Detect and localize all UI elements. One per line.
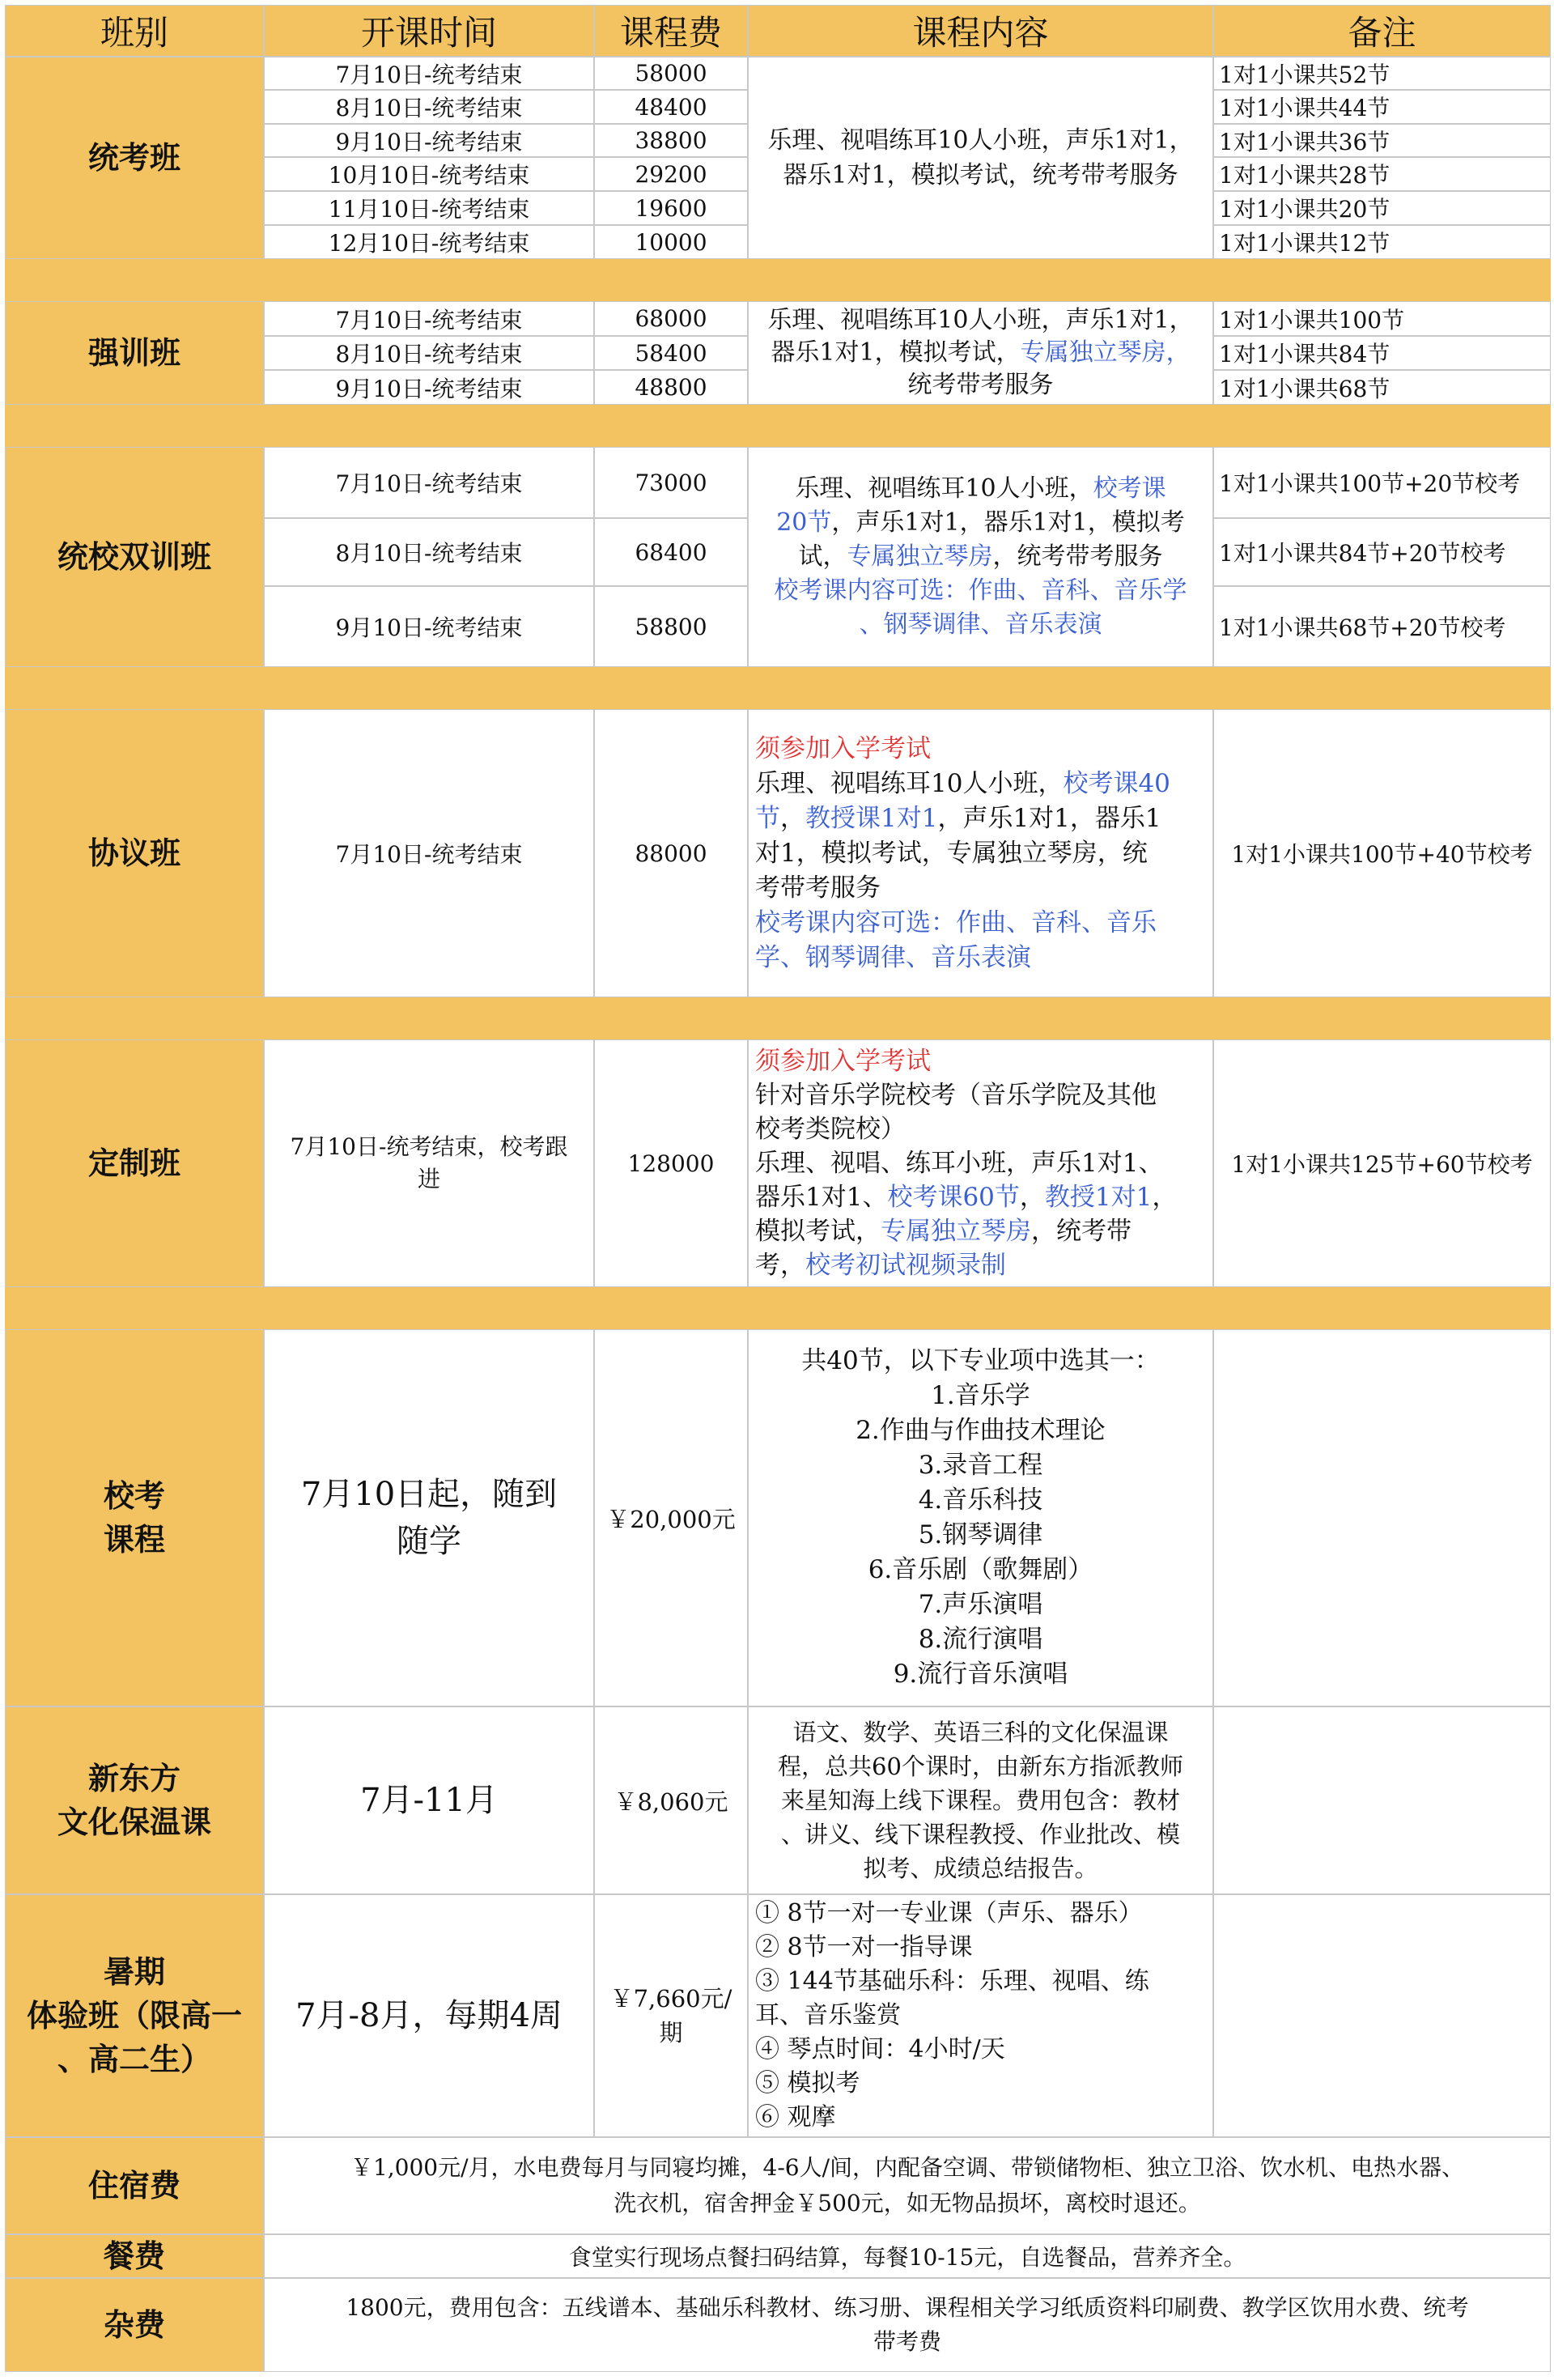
tongkao-start-1: 7月10日-统考结束 [264,57,594,90]
class-summer [5,1894,264,2137]
class-summer-line: 体验班（限高一 [26,1998,242,2034]
tongkao-start-2: 8月10日-统考结束 [264,90,594,124]
header-note: 备注 [1213,5,1551,57]
tongxiao-content-line [749,506,1212,540]
xiaokao-item: 3.录音工程 [918,1451,1043,1480]
highlight-run: 校考课40 [1063,768,1170,798]
xiaokao-start [264,1329,594,1706]
qiangxun-start-3: 9月10日-统考结束 [264,370,594,405]
tongxiao-content-line: 校考课内容可选：作曲、音科、音乐学 [774,576,1187,605]
tongkao-note-3: 1对1小课共36节 [1213,124,1551,157]
class-qiangxun: 强训班 [5,301,264,405]
dingzhi-fee: 128000 [594,1039,748,1287]
xdf-start: 7月-11月 [264,1706,594,1894]
qiangxun-note-3: 1对1小课共68节 [1213,370,1551,405]
text-run: 考， [755,1251,805,1280]
dingzhi-start [264,1039,594,1287]
xieyi-fee: 88000 [594,709,748,997]
class-summer-line: 暑期 [103,1954,165,1990]
text-run: ，统考带 [1031,1217,1132,1246]
xieyi-start: 7月10日-统考结束 [264,709,594,997]
tongkao-note-5: 1对1小课共20节 [1213,191,1551,225]
xdf-content-line: 拟考、成绩总结报告。 [863,1855,1098,1882]
misc-text [264,2278,1551,2372]
class-tongxiao: 统校双训班 [5,447,264,667]
qiangxun-fee-2: 58400 [594,336,748,370]
tongxiao-content [748,447,1213,667]
xieyi-content-line: 须参加入学考试 [755,733,931,763]
summer-content-line: ⑤ 模拟考 [755,2069,860,2097]
summer-fee [594,1894,748,2137]
qiangxun-fee-3: 48800 [594,370,748,405]
tongkao-note-1: 1对1小课共52节 [1213,57,1551,90]
xiaokao-start-line: 7月10日起，随到 [300,1476,558,1513]
tongxiao-note-3: 1对1小课共68节+20节校考 [1213,586,1551,667]
highlight-run: 教授1对1 [1044,1183,1153,1212]
xieyi-content [748,709,1213,997]
xieyi-content-line: 对1，模拟考试，专属独立琴房，统 [755,838,1148,868]
tongxiao-fee-2: 68400 [594,518,748,586]
tongkao-start-3: 9月10日-统考结束 [264,124,594,157]
tongkao-fee-3: 38800 [594,124,748,157]
class-summer-line: 、高二生） [57,2042,211,2077]
lodging-line: ￥1,000元/月，水电费每月与同寝均摊，4-6人/间，内配备空调、带锁储物柜、独立卫浴、饮水机、电热水器、 [350,2154,1465,2181]
text-run: 器乐1对1、 [755,1183,888,1212]
qiangxun-content [748,301,1213,405]
summer-content-line: ② 8节一对一指导课 [755,1933,973,1961]
tongxiao-note-1: 1对1小课共100节+20节校考 [1213,447,1551,518]
summer-start: 7月-8月，每期4周 [264,1894,594,2137]
qiangxun-start-2: 8月10日-统考结束 [264,336,594,370]
text-run: 试， [798,542,847,571]
tongkao-fee-5: 19600 [594,191,748,225]
class-xieyi: 协议班 [5,709,264,997]
highlight-run: 节 [755,803,780,833]
qiangxun-content-line: 统考带考服务 [907,371,1054,399]
header-content: 课程内容 [748,5,1213,57]
dingzhi-content [748,1039,1213,1287]
tongkao-content-line: 乐理、视唱练耳10人小班，声乐1对1， [767,126,1194,155]
qiangxun-start-1: 7月10日-统考结束 [264,301,594,336]
text-run: 乐理、视唱练耳10人小班， [755,768,1064,798]
text-run: ， [780,803,805,833]
xieyi-note: 1对1小课共100节+40节校考 [1213,709,1551,997]
highlight-run: 专属独立琴房 [881,1217,1031,1246]
xieyi-content-line: 考带考服务 [755,873,881,903]
dingzhi-content-line: 针对音乐学院校考（音乐学院及其他 [755,1081,1157,1110]
xiaokao-item: 1.音乐学 [931,1381,1030,1410]
xiaokao-item: 5.钢琴调律 [918,1520,1043,1549]
text-run: 乐理、视唱练耳10人小班， [795,474,1093,503]
dingzhi-start-line: 7月10日-统考结束，校考跟 [290,1133,568,1160]
xdf-content-line: 、讲义、线下课程教授、作业批改、模 [780,1821,1180,1848]
class-dingzhi: 定制班 [5,1039,264,1287]
highlight-run: 专属独立琴房， [1020,338,1191,367]
text-run: 器乐1对1，模拟考试， [771,338,1021,367]
dingzhi-note: 1对1小课共125节+60节校考 [1213,1039,1551,1287]
summer-content-line: ① 8节一对一专业课（声乐、器乐） [755,1899,1143,1927]
summer-content-line: ④ 琴点时间：4小时/天 [755,2035,1005,2063]
tongxiao-content-line: 、钢琴调律、音乐表演 [859,610,1102,639]
class-xiaokao-line: 校考 [103,1478,165,1514]
highlight-run: 教授课1对1 [805,803,938,833]
separator-row [5,1287,1551,1329]
highlight-run: 校考课60节 [887,1183,1020,1212]
separator-row [5,405,1551,447]
class-xdf-line: 文化保温课 [57,1804,211,1840]
header-class: 班别 [5,5,264,57]
qiangxun-note-1: 1对1小课共100节 [1213,301,1551,336]
highlight-run: 专属独立琴房 [847,542,993,571]
xiaokao-start-line: 随学 [397,1523,461,1560]
qiangxun-fee-1: 68000 [594,301,748,336]
xiaokao-fee: ￥20,000元 [594,1329,748,1706]
tongkao-fee-2: 48400 [594,90,748,124]
summer-content-line: ③ 144节基础乐科：乐理、视唱、练 [755,1967,1149,1995]
class-misc: 杂费 [5,2278,264,2372]
summer-fee-line: ￥7,660元/ [609,1985,732,2012]
xiaokao-item: 2.作曲与作曲技术理论 [856,1416,1106,1445]
xdf-content-line: 来星知海上线下课程。费用包含：教材 [780,1787,1180,1814]
class-xdf-line: 新东方 [87,1761,180,1796]
xiaokao-item: 6.音乐剧（歌舞剧） [868,1555,1093,1584]
xiaokao-item: 7.声乐演唱 [918,1590,1043,1619]
summer-note-empty [1213,1894,1551,2137]
separator-row [5,259,1551,301]
xieyi-content-line [755,767,1212,801]
misc-line: 带考费 [873,2328,941,2355]
text-run: ， [1019,1183,1045,1212]
tongxiao-start-3: 9月10日-统考结束 [264,586,594,667]
xiaokao-item: 4.音乐科技 [918,1485,1043,1515]
tongkao-content-line: 器乐1对1，模拟考试，统考带考服务 [783,161,1178,189]
dingzhi-start-line: 进 [417,1166,440,1192]
text-run: ，统考带考服务 [992,542,1163,571]
text-run: ， [1152,1183,1178,1212]
xiaokao-content [748,1329,1213,1706]
tongkao-start-5: 11月10日-统考结束 [264,191,594,225]
tongkao-content [748,57,1213,259]
dingzhi-content-line [755,1214,1212,1248]
qiangxun-content-line [749,337,1212,369]
lodging-line: 洗衣机，宿舍押金￥500元，如无物品损坏，离校时退还。 [614,2190,1201,2216]
summer-fee-line: 期 [659,2019,683,2046]
text-run: ，声乐1对1，器乐1对1，模拟考 [831,508,1185,537]
header-fee: 课程费 [594,5,748,57]
dingzhi-content-line: 校考类院校） [755,1115,906,1144]
class-xiaokao-line: 课程 [103,1522,165,1558]
tongxiao-content-line [749,540,1212,574]
tongkao-fee-6: 10000 [594,225,748,259]
misc-line: 1800元，费用包含：五线谱本、基础乐科教材、练习册、课程相关学习纸质资料印刷费、教学区饮用水费、统考 [346,2294,1469,2321]
tongxiao-start-2: 8月10日-统考结束 [264,518,594,586]
class-tongkao: 统考班 [5,57,264,259]
tongkao-start-6: 12月10日-统考结束 [264,225,594,259]
qiangxun-note-2: 1对1小课共84节 [1213,336,1551,370]
highlight-run: 20节 [776,508,832,537]
tongxiao-content-line [749,472,1212,506]
header-start: 开课时间 [264,5,594,57]
fee-table [5,5,1551,2372]
summer-content-line: 耳、音乐鉴赏 [755,2001,901,2029]
summer-content [748,1894,1213,2137]
xdf-fee: ￥8,060元 [594,1706,748,1894]
xiaokao-note-empty [1213,1329,1551,1706]
tongxiao-note-2: 1对1小课共84节+20节校考 [1213,518,1551,586]
text-run: 模拟考试， [755,1217,881,1246]
xdf-content-line: 程，总共60个课时，由新东方指派教师 [778,1753,1183,1780]
separator-row [5,997,1551,1039]
xdf-note-empty [1213,1706,1551,1894]
xdf-content-line: 语文、数学、英语三科的文化保温课 [792,1719,1169,1746]
tongkao-fee-1: 58000 [594,57,748,90]
separator-row [5,667,1551,709]
xdf-content [748,1706,1213,1894]
dingzhi-content-line: 须参加入学考试 [755,1047,931,1076]
class-meal: 餐费 [5,2234,264,2278]
highlight-run: 校考课 [1093,474,1166,503]
meal-text: 食堂实行现场点餐扫码结算，每餐10-15元，自选餐品，营养齐全。 [264,2234,1551,2278]
class-lodging: 住宿费 [5,2137,264,2234]
tongkao-start-4: 10月10日-统考结束 [264,157,594,191]
tongkao-fee-4: 29200 [594,157,748,191]
dingzhi-content-line [755,1180,1212,1214]
lodging-text [264,2137,1551,2234]
xieyi-content-line [755,801,1212,836]
summer-content-line: ⑥ 观摩 [755,2103,836,2131]
highlight-run: 校考初试视频录制 [805,1251,1006,1280]
qiangxun-content-line: 乐理、视唱练耳10人小班，声乐1对1， [767,306,1194,334]
class-xiaokao [5,1329,264,1706]
xiaokao-intro: 共40节，以下专业项中选其一： [801,1346,1160,1375]
tongkao-note-2: 1对1小课共44节 [1213,90,1551,124]
xieyi-content-line: 学、钢琴调律、音乐表演 [755,942,1031,972]
tongxiao-start-1: 7月10日-统考结束 [264,447,594,518]
xieyi-content-line: 校考课内容可选：作曲、音科、音乐 [755,907,1157,937]
xiaokao-item: 9.流行音乐演唱 [893,1660,1068,1689]
class-xdf [5,1706,264,1894]
dingzhi-content-line: 乐理、视唱、练耳小班，声乐1对1、 [755,1149,1164,1178]
xiaokao-item: 8.流行演唱 [918,1625,1043,1654]
dingzhi-content-line [755,1248,1212,1282]
tongkao-note-4: 1对1小课共28节 [1213,157,1551,191]
text-run: ，声乐1对1，器乐1 [937,803,1161,833]
tongxiao-fee-3: 58800 [594,586,748,667]
tongxiao-fee-1: 73000 [594,447,748,518]
tongkao-note-6: 1对1小课共12节 [1213,225,1551,259]
